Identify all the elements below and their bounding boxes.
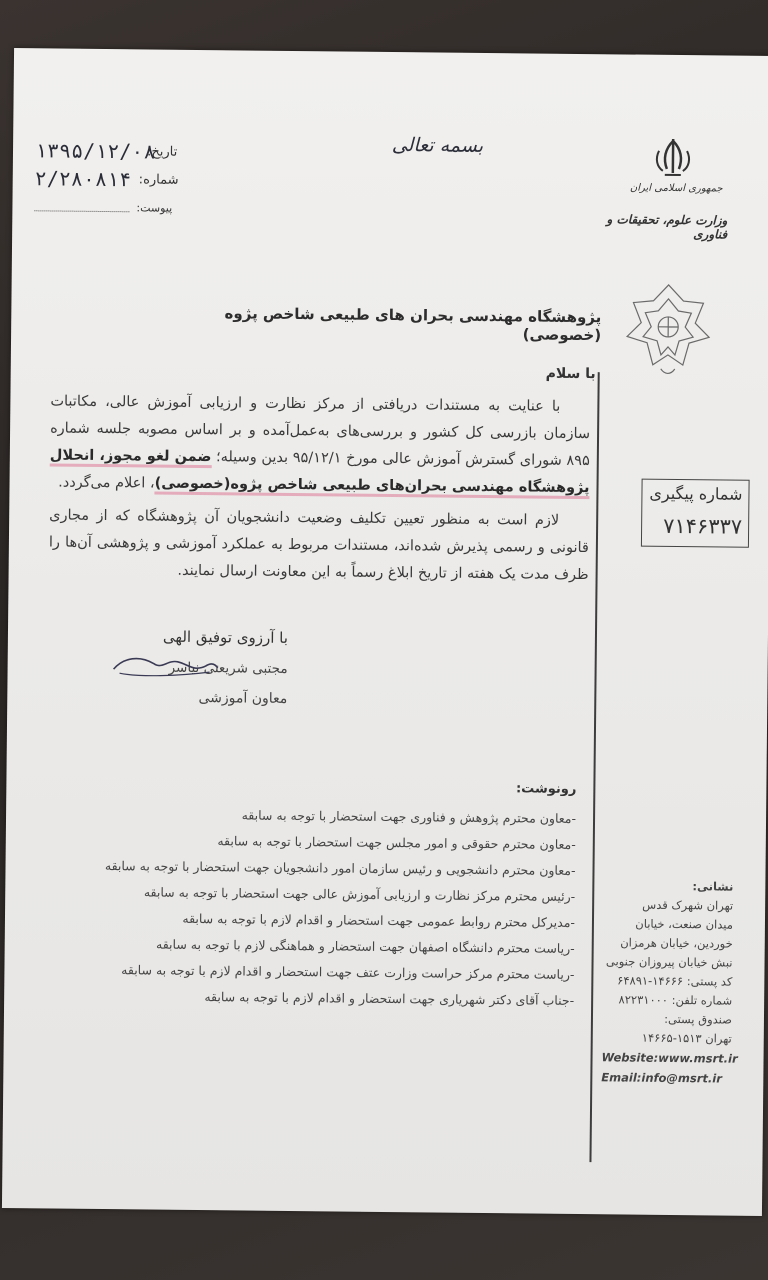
cc-item: -ریاست محترم مرکز حراست وزارت عتف جهت استحضار و اقدام لازم با توجه به سابقه [121,962,575,982]
attachment-row [34,198,184,220]
number-value: ۲/۲۸۰۸۱۴ [34,166,132,192]
ministry-title: وزارت علوم، تحقیقات و فناوری [606,212,728,242]
body-p1-highlight: ضمن لغو مجوز، انحلال پژوهشگاه مهندسی بحران‌های طبیعی شاخص پژوه(خصوصی) [50,447,590,499]
ministry-logo-icon [623,280,714,381]
salutation: با سلام [545,365,596,383]
phone-number: شماره تلفن: ۸۲۲۳۱۰۰۰ [618,992,733,1008]
body-p1-part1: با عنایت به مستندات دریافتی از مرکز نظارت و ارزیابی آموزش عالی، مکاتبات سازمان بازرسی کل کشور و بررسی‌های به‌عمل‌آمده و بر اساس مصوبه جلسه شماره ۸۹۵ شورای گسترش آموزش عالی مورخ ۹۵/۱۲/۱ بدین وسیله؛ [50,393,591,470]
cc-item: -جناب آقای دکتر شهریاری جهت استحضار و اقدام لازم با توجه به سابقه [204,989,575,1008]
address-line: خوردین، خیابان هرمزان [620,935,733,951]
tracking-box [641,479,750,548]
cc-item: -رئیس محترم مرکز نظارت و ارزیابی آموزش عالی جهت استحضار با توجه به سابقه [143,884,576,904]
cc-item: -معاون محترم دانشجویی و رئیس سازمان امور دانشجویان جهت استحضار با توجه به سابقه [104,858,576,878]
recipient: پژوهشگاه مهندسی بحران های طبیعی شاخص پژوه (خصوصی) [224,304,602,345]
cc-item: -مدیرکل محترم روابط عمومی جهت استحضار و اقدام لازم با توجه به سابقه [182,910,576,930]
website: Website:www.msrt.ir [601,1050,738,1066]
attachment-dots [34,210,129,212]
cc-item: -ریاست محترم دانشگاه اصفهان جهت استحضار و هماهنگی لازم با توجه به سابقه [156,936,575,956]
pobox-label: صندوق پستی: [664,1011,733,1027]
address-block [601,876,738,1088]
tracking-number: ۷۱۴۶۳۳۷ [663,513,743,539]
signer-name: مجتبی شریعتی نیاسر [168,659,288,677]
closing-wish: با آرزوی توفیق الهی [162,627,289,647]
emblem-icon [649,137,697,182]
signer-title: معاون آموزشی [198,690,288,707]
date-row [35,138,185,166]
date-label: تاریخ: [146,144,178,160]
email: Email:info@msrt.ir [601,1070,723,1086]
postal-code: کد پستی: ۱۴۶۶۶-۶۴۸۹۱ [617,973,733,989]
republic-title: جمهوری اسلامی ایران [629,182,723,195]
address-label: نشانی: [692,879,734,894]
number-label: شماره: [138,172,179,188]
number-row [35,166,185,194]
cc-item: -معاون محترم پژوهش و فناوری جهت استحضار با توجه به سابقه [241,807,577,826]
cc-title: رونوشت: [515,781,577,797]
signature [109,649,219,680]
letter-page [2,48,768,1216]
cc-item: -معاون محترم حقوقی و امور مجلس جهت استحضار با توجه به سابقه [217,833,576,852]
attachment-label: پیوست: [136,201,173,215]
body-paragraph-1 [49,388,590,502]
date-value: ۱۳۹۵/۱۲/۰۸ [34,138,156,164]
vertical-divider [589,372,599,1162]
address-line: نبش خیابان پیروزان جنوبی [605,954,733,970]
address-line: میدان صنعت، خیابان [635,916,734,932]
tracking-label: شماره پیگیری [649,483,743,504]
address-line: تهران شهرک قدس [642,897,734,913]
cc-list [104,802,577,1014]
pobox-value: تهران ۱۵۱۳-۱۴۶۶۵ [641,1030,732,1046]
invocation: بسمه تعالی [391,134,484,157]
body-p1-part2: ، اعلام می‌گردد. [58,474,155,492]
body-paragraph-2: لازم است به منظور تعیین تکلیف وضعیت دانشجویان آن پژوهشگاه که از مجاری قانونی و رسمی پذیرش شده‌اند، مستندات مربوط به عملکرد آموزشی و پژوهشی آن‌ها را ظرف مدت یک هفته از تاریخ ابلاغ رسماً به این معاونت ارسال نمایند. [48,507,589,584]
